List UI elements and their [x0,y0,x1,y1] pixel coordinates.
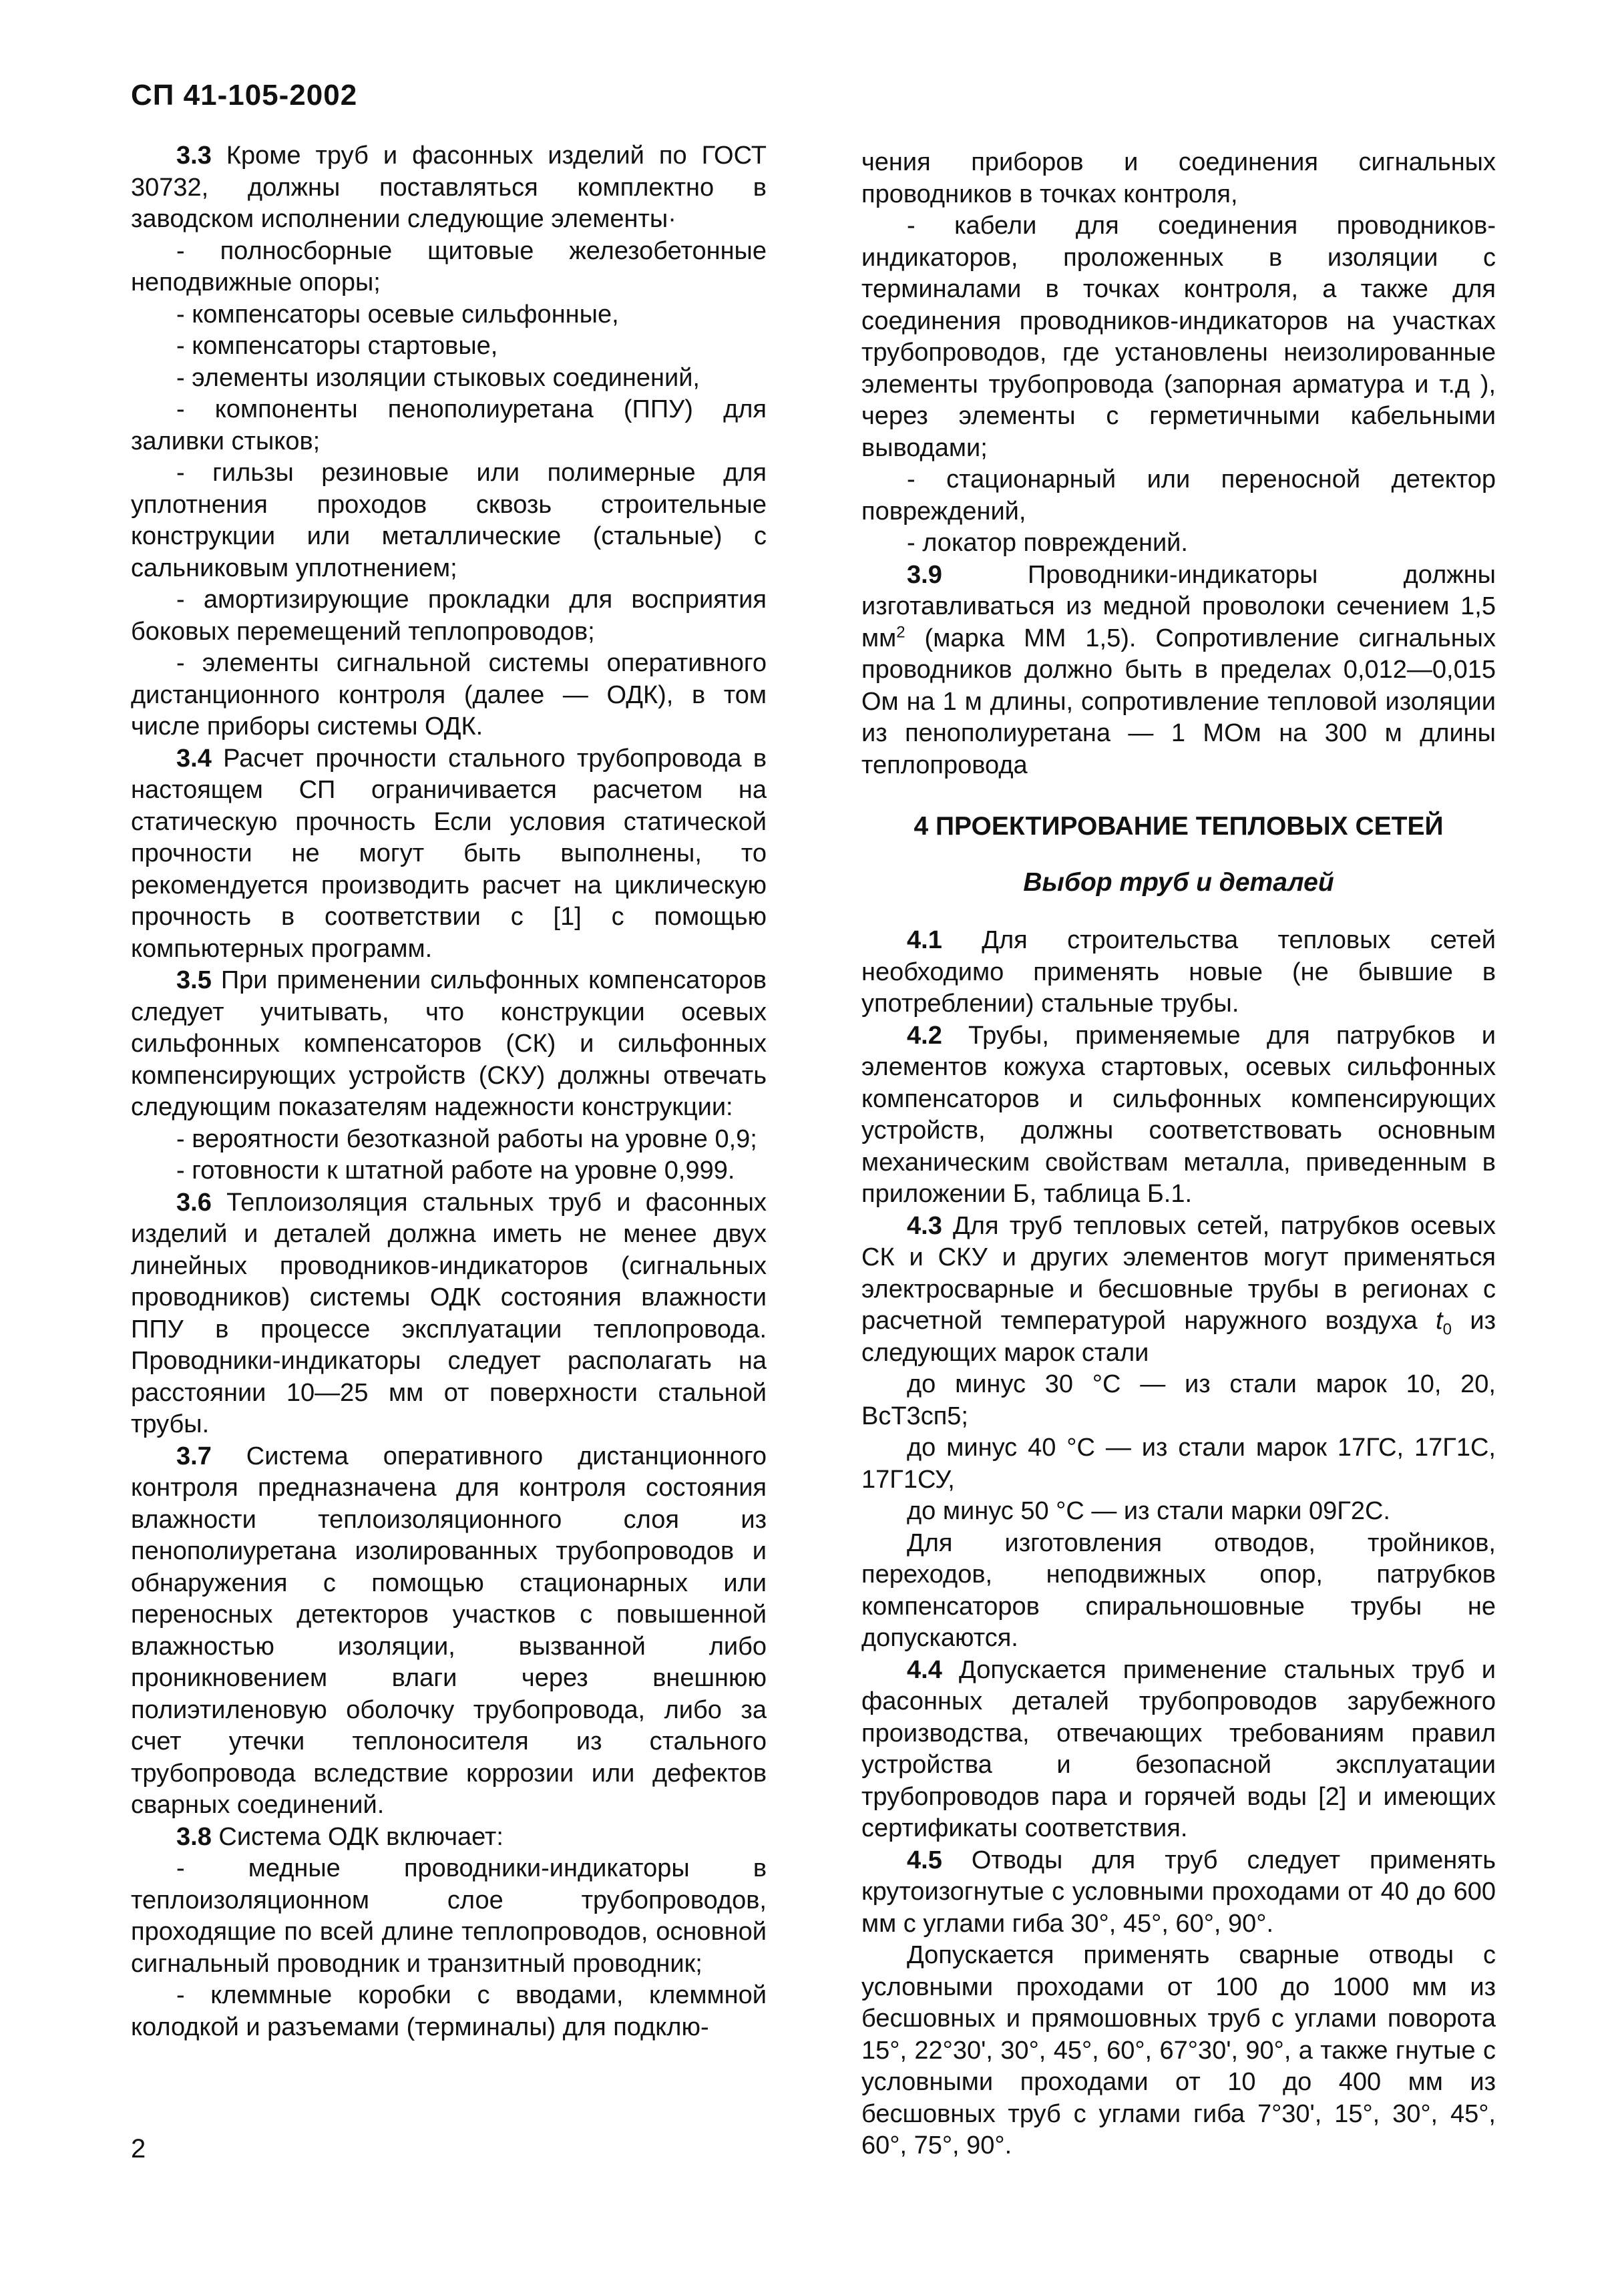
list-item: - стационарный или переносной детектор повреждений, [861,465,1496,526]
clause-number: 3.4 [176,744,212,773]
list-item: - клеммные коробки с вводами, клеммной колодкой и разъемами (терминалы) для подклю- [131,1981,767,2041]
paragraph-3-3: 3.3 Кроме труб и фасонных изделий по ГОСТ 30732, должны поставляться комплектно в заводском исполнении следующие элементы· [131,142,767,233]
section-heading: 4 ПРОЕКТИРОВАНИЕ ТЕПЛОВЫХ СЕТЕЙ [914,812,1444,841]
list-item: - компенсаторы стартовые, [176,332,498,360]
list-item: до минус 30 °С — из стали марок 10, 20, ВсТ3сп5; [861,1370,1496,1430]
clause-number: 3.5 [176,966,212,994]
paragraph-4-1: 4.1 Для строительства тепловых сетей необходимо применять новые (не бывшие в употреблении) стальные трубы. [861,926,1496,1018]
clause-number: 3.8 [176,1822,212,1851]
subsection-heading: Выбор труб и деталей [1023,867,1334,897]
list-item: - медные проводники-индикаторы в теплоизоляционном слое трубопроводов, проходящие по всей длине теплопроводов, основной сигнальный проводник и транзитный проводник; [131,1854,767,1978]
clause-number: 3.7 [176,1442,212,1470]
paragraph-3-8: 3.8 Система ОДК включает: [176,1822,503,1851]
document-code: СП 41-105-2002 [131,79,358,112]
list-item: - готовности к штатной работе на уровне 0,999. [176,1157,735,1185]
list-item: - компенсаторы осевые сильфонные, [176,300,619,329]
paragraph-3-4: 3.4 Расчет прочности стального трубопровода в настоящем СП ограничивается расчетом на статическую прочность Если условия статической прочности не могут быть выполнены, то рекомендуется производить расчет на циклическую прочность в соответствии с [1] с помощью компьютерных программ. [131,744,767,963]
paragraph-4-3: 4.3 Для труб тепловых сетей, патрубков осевых СК и СКУ и других элементов могут применяться электросварные и бесшовные трубы в регионах с расчетной температурой наружного воздуха $t_0$ из следующих марок стали [861,1211,1496,1367]
list-item: - элементы сигнальной системы оперативного дистанционного контроля (далее — ОДК), в том числе приборы системы ОДК. [131,649,767,741]
clause-number: 3.9 [907,560,942,589]
page-number: 2 [131,2134,146,2163]
list-item: - элементы изоляции стыковых соединений, [176,363,700,392]
clause-number: 4.1 [907,926,942,954]
paragraph-4-4: 4.4 Допускается применение стальных труб и фасонных деталей трубопроводов зарубежного производства, отвечающих требованиям правил устройства и безопасной эксплуатации трубопроводов пара и горячей воды [2] и имеющих сертификаты соответствия. [861,1655,1496,1842]
list-item: - локатор повреждений. [907,529,1188,557]
list-item: - вероятности безотказной работы на уровне 0,9; [176,1124,757,1153]
clause-number: 3.3 [176,142,212,170]
continued-text: чения приборов и соединения сигнальных проводников в точках контроля, [861,148,1496,208]
clause-number: 3.6 [176,1188,212,1217]
right-column [861,147,1496,2162]
clause-number: 4.2 [907,1021,942,1050]
list-item: - гильзы резиновые или полимерные для уплотнения проходов сквозь строительные конструкции или металлические (стальные) с сальниковым уплотнением; [131,459,767,582]
list-item: - компоненты пенополиуретана (ППУ) для заливки стыков; [131,395,767,455]
list-item: - полносборные щитовые железобетонные неподвижные опоры; [131,236,767,296]
list-item: до минус 40 °С — из стали марок 17ГС, 17Г1С, 17Г1СУ, [861,1434,1496,1494]
list-item: - амортизирующие прокладки для восприятия боковых перемещений теплопроводов; [131,586,767,646]
clause-number: 4.4 [907,1655,942,1684]
clause-number: 4.5 [907,1846,942,1874]
paragraph-3-5: 3.5 При применении сильфонных компенсаторов следует учитывать, что конструкции осевых сильфонных компенсаторов (СК) и сильфонных компенсирующих устройств (СКУ) должны отвечать следующим показателям надежности конструкции: [131,966,767,1121]
paragraph-4-2: 4.2 Трубы, применяемые для патрубков и элементов кожуха стартовых, осевых сильфонных компенсаторов и сильфонных компенсирующих устройств, должны соответствовать основным механическим свойствам металла, приведенным в приложении Б, таблица Б.1. [861,1021,1496,1208]
paragraph-3-6: 3.6 Теплоизоляция стальных труб и фасонных изделий и деталей должна иметь не менее двух линейных проводников-индикаторов (сигнальных проводников) системы ОДК состояния влажности ППУ в процессе эксплуатации теплопровода. Проводники-индикаторы следует располагать на расстоянии 10—25 мм от поверхности стальной трубы. [131,1188,767,1438]
list-item: - кабели для соединения проводников-индикаторов, проложенных в изоляции с терминалами в точках контроля, а также для соединения проводников-индикаторов на участках трубопроводов, где установлены неизолированные элементы трубопровода (запорная арматура и т.д ), через элементы с герметичными кабельными выводами; [861,212,1496,462]
paragraph-4-5: 4.5 Отводы для труб следует применять крутоизогнутые с условными проходами от 40 до 600 мм с углами гиба 30°, 45°, 60°, 90°. [861,1846,1496,1938]
list-item: до минус 50 °С — из стали марки 09Г2С. [907,1497,1390,1525]
paragraph-note: Допускается применять сварные отводы с условными проходами от 100 до 1000 мм из бесшовных и прямошовных труб с углами поворота 15°, 22°30', 30°, 45°, 60°, 67°30', 90°, а также гнутые с условными проходами от 10 до 400 мм из бесшовных труб с углами гиба 7°30', 15°, 30°, 45°, 60°, 75°, 90°. [861,1941,1496,2159]
paragraph-3-7: 3.7 Система оперативного дистанционного контроля предназначена для контроля состояния влажности теплоизоляционного слоя из пенополиуретана изолированных трубопроводов и обнаружения с помощью стационарных или переносных детекторов участков с повышенной влажностью изоляции, вызванной либо проникновением влаги через внешнюю полиэтиленовую оболочку трубопровода, либо за счет утечки теплоносителя из стального трубопровода вследствие коррозии или дефектов сварных соединений. [131,1442,767,1819]
clause-number: 4.3 [907,1211,942,1240]
paragraph-note: Для изготовления отводов, тройников, переходов, неподвижных опор, патрубков компенсаторов спиральношовные трубы не допускаются. [861,1528,1496,1652]
left-column [131,140,767,2043]
paragraph-3-9: 3.9 Проводники-индикаторы должны изготавливаться из медной проволоки сечением 1,5 $мм^2$ (марка ММ 1,5). Сопротивление сигнальных проводников должно быть в пределах 0,012—0,015 Ом на 1 м длины, сопротивление тепловой изоляции из пенополиуретана — 1 МОм на 300 м длины теплопровода [861,560,1496,779]
